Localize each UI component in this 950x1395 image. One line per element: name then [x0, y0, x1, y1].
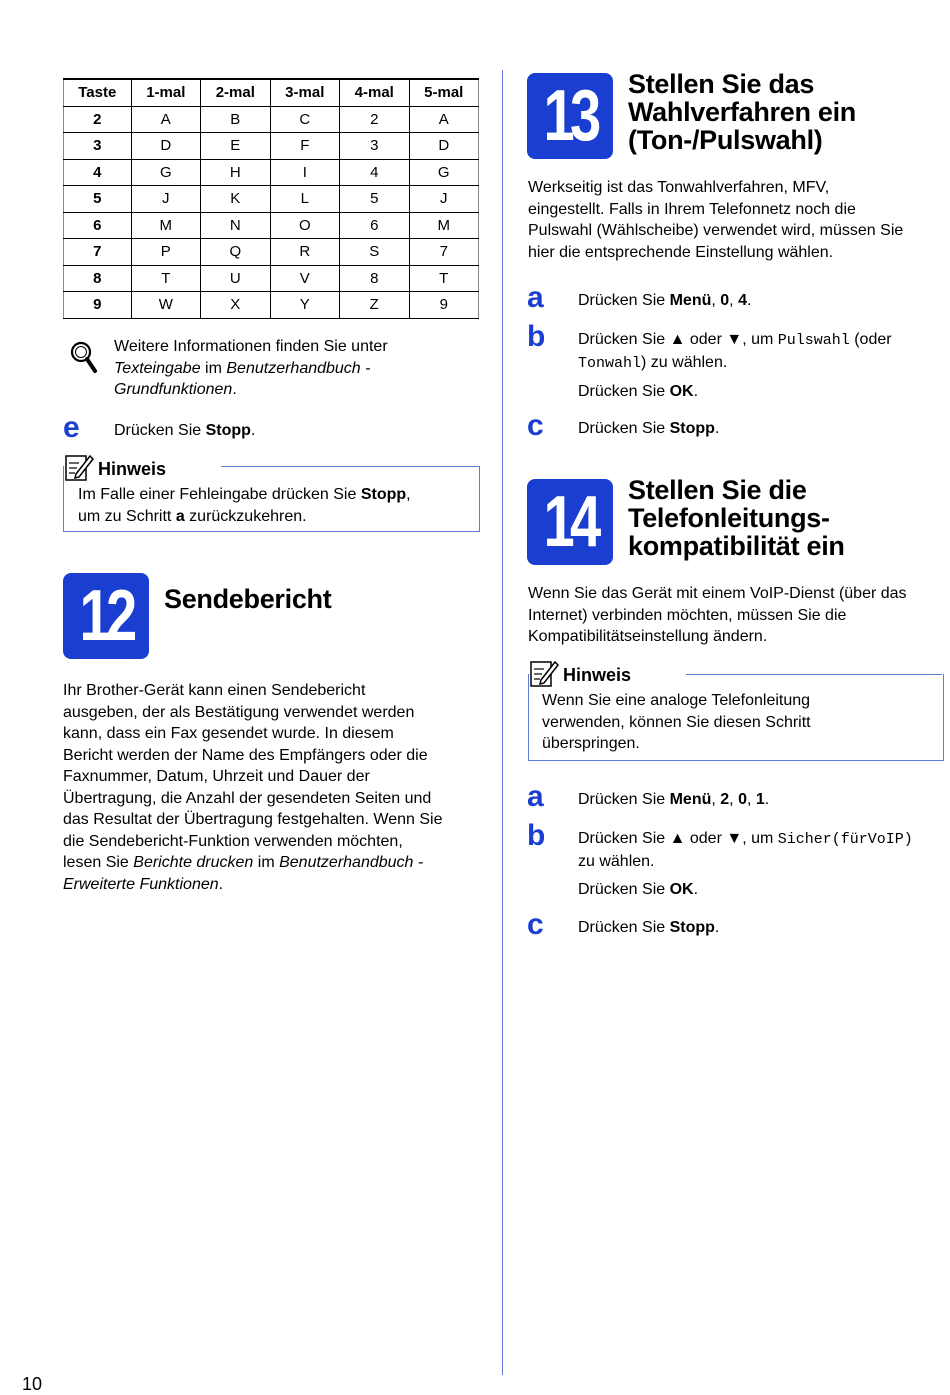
- table-header: 3-mal: [270, 79, 339, 106]
- table-cell: M: [409, 212, 479, 239]
- table-cell: 5: [340, 186, 409, 213]
- section-number-badge: 14: [527, 479, 613, 565]
- body-line: Faxnummer, Datum, Uhrzeit und Dauer der: [63, 768, 370, 785]
- table-row: [64, 186, 479, 213]
- table-cell: 4: [340, 159, 409, 186]
- section14-intro: [528, 583, 946, 648]
- table-cell: D: [131, 133, 200, 160]
- button-name: Menü: [669, 292, 712, 309]
- hinweis-line: überspringen.: [542, 735, 640, 752]
- table-cell: V: [270, 265, 339, 292]
- table-header: 2-mal: [201, 79, 270, 106]
- step-letter: a: [527, 281, 544, 314]
- table-cell: 9: [64, 292, 132, 319]
- body-line: Internet) verbinden möchten, müssen Sie die: [528, 606, 847, 624]
- table-cell: T: [131, 265, 200, 292]
- body-line: Werkseitig ist das Tonwahlverfahren, MFV,: [528, 179, 830, 196]
- hinweis-title: Hinweis: [98, 459, 167, 479]
- table-cell: J: [409, 186, 479, 213]
- body-line: [63, 874, 483, 896]
- body-line: das Resultat der Übertragung festgehalten. Wenn Sie: [63, 811, 443, 828]
- section-title-line: Stellen Sie die: [628, 475, 807, 505]
- magnifier-icon: [68, 340, 98, 374]
- step-line: Drücken Sie OK.: [578, 383, 699, 400]
- step-line: Tonwahl) zu wählen.: [578, 354, 728, 372]
- button-name: 0: [720, 292, 730, 309]
- table-cell: 3: [340, 133, 409, 160]
- table-cell: 3: [64, 133, 132, 160]
- body-line: Pulswahl (Wählscheibe) verwendet wird, müssen Sie: [528, 222, 904, 239]
- button-name: Stopp: [669, 420, 715, 437]
- table-cell: H: [201, 159, 270, 186]
- info-note-line: [114, 379, 474, 401]
- table-cell: W: [131, 292, 200, 319]
- body-line: Ihr Brother-Gerät kann einen Sendebericht: [63, 682, 366, 699]
- body-line: ausgeben, der als Bestätigung verwendet werden: [63, 703, 415, 721]
- section12-body: [63, 680, 483, 895]
- hinweis-text: [542, 690, 937, 755]
- lcd-option: Pulswahl: [777, 332, 850, 349]
- step-reference: a: [175, 507, 185, 525]
- table-cell: N: [201, 212, 270, 239]
- button-name: OK: [669, 383, 694, 400]
- table-cell: F: [270, 133, 339, 160]
- step-13b-text: [578, 329, 943, 403]
- table-cell: 4: [64, 159, 132, 186]
- step-line: Drücken Sie ▲ oder ▼, um Sicher(fürVoIP): [578, 830, 913, 848]
- hinweis-text-part: zurückzukehren.: [184, 507, 307, 525]
- section-title: Sendebericht: [164, 584, 332, 614]
- step-14c-text: Drücken Sie Stopp.: [578, 919, 720, 936]
- table-cell: C: [270, 106, 339, 133]
- body-line: Bericht werden der Name des Empfängers oder die: [63, 746, 428, 764]
- table-cell: M: [131, 212, 200, 239]
- body-line: eingestellt. Falls in Ihrem Telefonnetz noch die: [528, 200, 856, 218]
- table-cell: E: [201, 133, 270, 160]
- table-cell: 6: [340, 212, 409, 239]
- button-name: OK: [669, 881, 694, 898]
- info-note-line: Weitere Informationen finden Sie unter: [114, 338, 388, 355]
- step-14a-text: Drücken Sie Menü, 2, 0, 1.: [578, 791, 770, 808]
- step-line: Drücken Sie ▲ oder ▼, um Pulswahl (oder: [578, 331, 892, 349]
- table-cell: X: [201, 292, 270, 319]
- section-title-line: (Ton-/Pulswahl): [628, 125, 823, 155]
- table-cell: R: [270, 239, 339, 266]
- table-cell: P: [131, 239, 200, 266]
- table-row: [64, 133, 479, 160]
- body-line: Übertragung, die Anzahl der gesendeten Seiten und: [63, 789, 432, 807]
- hinweis-text-part: Im Falle einer Fehleingabe drücken Sie: [78, 486, 361, 503]
- info-note-text: .: [232, 381, 237, 398]
- section-number-badge: 13: [527, 73, 613, 159]
- table-cell: 2: [340, 106, 409, 133]
- section13-intro: [528, 177, 946, 263]
- body-line: Kompatibilitätseinstellung ändern.: [528, 628, 768, 645]
- table-cell: I: [270, 159, 339, 186]
- button-name: Menü: [669, 791, 712, 808]
- step-14b-text: [578, 828, 946, 901]
- step-letter: c: [527, 409, 544, 442]
- section-title: [628, 476, 845, 560]
- hinweis-line: [78, 484, 473, 506]
- step-letter: b: [527, 819, 546, 852]
- button-name: 0: [738, 791, 747, 808]
- table-cell: 6: [64, 212, 132, 239]
- body-italic: Erweiterte Funktionen: [63, 875, 219, 893]
- info-note-italic: Texteingabe: [114, 359, 201, 377]
- table-cell: A: [409, 106, 479, 133]
- table-cell: U: [201, 265, 270, 292]
- section-title-line: Telefonleitungs-: [628, 503, 830, 533]
- table-cell: Z: [340, 292, 409, 319]
- down-arrow-icon: ▼: [726, 830, 743, 847]
- table-header-row: [64, 79, 479, 106]
- table-cell: 8: [340, 265, 409, 292]
- step-letter: e: [63, 411, 80, 444]
- button-name: 1: [755, 791, 765, 808]
- body-line: die Sendebericht-Funktion verwenden möchten,: [63, 832, 403, 850]
- hinweis-line: verwenden, können Sie diesen Schritt: [542, 713, 811, 731]
- hinweis-line: [78, 506, 473, 528]
- page-number: 10: [22, 1374, 43, 1394]
- hinweis-line: Wenn Sie eine analoge Telefonleitung: [542, 692, 811, 709]
- table-cell: L: [270, 186, 339, 213]
- step-e-text: [114, 420, 255, 442]
- section-title-line: kompatibilität ein: [628, 531, 845, 561]
- body-italic: Berichte drucken: [133, 854, 254, 871]
- table-row: [64, 265, 479, 292]
- hinweis-text-part: ,: [406, 486, 411, 503]
- table-cell: 7: [64, 239, 132, 266]
- table-cell: A: [131, 106, 200, 133]
- step-letter: b: [527, 320, 546, 353]
- step-text: .: [250, 422, 256, 439]
- table-row: [64, 292, 479, 319]
- table-header: 1-mal: [131, 79, 200, 106]
- step-letter: c: [527, 908, 544, 941]
- table-cell: K: [201, 186, 270, 213]
- body-line: Wenn Sie das Gerät mit einem VoIP-Dienst (über das: [528, 585, 907, 602]
- table-cell: S: [340, 239, 409, 266]
- button-name: Stopp: [669, 919, 715, 936]
- info-note-line: [114, 358, 474, 380]
- step-letter: a: [527, 780, 544, 813]
- body-line: hier die entsprechende Einstellung wählen.: [528, 243, 834, 261]
- step-text: Drücken Sie: [114, 422, 206, 439]
- down-arrow-icon: ▼: [726, 331, 743, 348]
- info-note-italic: Grundfunktionen: [114, 381, 233, 398]
- hinweis-title: Hinweis: [563, 665, 632, 685]
- table-cell: 7: [409, 239, 479, 266]
- table-cell: 5: [64, 186, 132, 213]
- info-note-text: im: [200, 359, 227, 377]
- body-italic: Benutzerhandbuch -: [279, 854, 424, 871]
- body-text: lesen Sie: [63, 854, 134, 871]
- key-character-table: [63, 78, 479, 319]
- table-cell: G: [131, 159, 200, 186]
- step-13a-text: Drücken Sie Menü, 0, 4.: [578, 292, 752, 309]
- table-header: 5-mal: [409, 79, 479, 106]
- table-cell: O: [270, 212, 339, 239]
- table-cell: 2: [64, 106, 132, 133]
- table-cell: G: [409, 159, 479, 186]
- table-cell: 8: [64, 265, 132, 292]
- info-note: [114, 336, 474, 401]
- hinweis-text-part: um zu Schritt: [78, 507, 176, 525]
- button-name: 4: [738, 292, 747, 309]
- hinweis-text: [78, 484, 473, 527]
- table-cell: 9: [409, 292, 479, 319]
- up-arrow-icon: ▲: [669, 331, 686, 348]
- section-title: [628, 70, 856, 154]
- body-text: .: [218, 875, 224, 893]
- lcd-option: Tonwahl: [578, 355, 642, 372]
- step-13c-text: Drücken Sie Stopp.: [578, 420, 720, 437]
- info-note-italic: Benutzerhandbuch -: [226, 359, 371, 377]
- body-text: im: [253, 854, 280, 871]
- table-cell: J: [131, 186, 200, 213]
- up-arrow-icon: ▲: [669, 830, 686, 847]
- lcd-option: Sicher(fürVoIP): [777, 831, 913, 848]
- table-cell: Q: [201, 239, 270, 266]
- table-row: [64, 239, 479, 266]
- step-line: Drücken Sie OK.: [578, 881, 699, 898]
- body-line: [63, 852, 483, 874]
- column-divider: [502, 70, 503, 1375]
- table-row: [64, 106, 479, 133]
- table-row: [64, 159, 479, 186]
- table-header: Taste: [64, 79, 132, 106]
- button-name: Stopp: [205, 422, 251, 439]
- table-header: 4-mal: [340, 79, 409, 106]
- table-row: [64, 212, 479, 239]
- section-number-badge: 12: [63, 573, 149, 659]
- table-cell: T: [409, 265, 479, 292]
- table-cell: B: [201, 106, 270, 133]
- step-line: zu wählen.: [578, 853, 655, 870]
- button-name: 2: [720, 791, 730, 808]
- section-title-line: Wahlverfahren ein: [628, 97, 856, 127]
- table-cell: D: [409, 133, 479, 160]
- section-title-line: Stellen Sie das: [628, 69, 815, 99]
- table-cell: Y: [270, 292, 339, 319]
- body-line: kann, dass ein Fax gesendet wurde. In diesem: [63, 725, 394, 742]
- button-name: Stopp: [360, 486, 407, 503]
